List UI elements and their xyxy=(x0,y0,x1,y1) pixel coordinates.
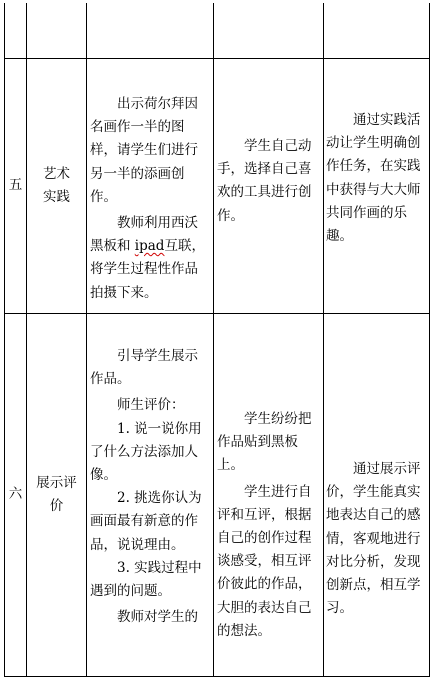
spellcheck-underline: ipad xyxy=(134,238,165,255)
row-6-title: 展示评 价 xyxy=(36,474,77,514)
row-5-design-intent: 通过实践活动让学生明确创作任务，在实践中获得与大大师共同作画的乐趣。 xyxy=(326,112,421,245)
row-5-student-activity: 学生自己动手，选择自己喜欢的工具进行创作。 xyxy=(217,138,312,224)
lesson-plan-table xyxy=(4,3,430,677)
row-5-teacher-activity: 出示荷尔拜因名画作一半的图样，请学生们进行另一半的添画创作。 教师利用西沃黑板和 ipad互联，将学生过程性作品拍摄下来。 xyxy=(90,96,205,301)
row-5-number: 五 xyxy=(8,177,23,194)
row-6-student-activity: 学生纷纷把作品贴到黑板上。 学生进行自评和互评，根据自己的创作过程谈感受，相互评价彼此的作品，大胆的表达自己的想法。 xyxy=(217,411,312,639)
row-6-design-intent: 通过展示评价，学生能真实地表达自己的感情，客观地进行对比分析，发现创新点，相互学习。 xyxy=(326,461,421,617)
row-6-number: 六 xyxy=(8,486,23,503)
row-5-title: 艺术 实践 xyxy=(43,165,70,205)
row-6-teacher-activity: 引导学生展示作品。 师生评价： 1. 说一说你用了什么方法添加人像。 2. 挑选你认为画面最有新意的作品，说说理由。 3. 实践过程中遇到的问题。 教师对学生的 xyxy=(90,348,202,626)
